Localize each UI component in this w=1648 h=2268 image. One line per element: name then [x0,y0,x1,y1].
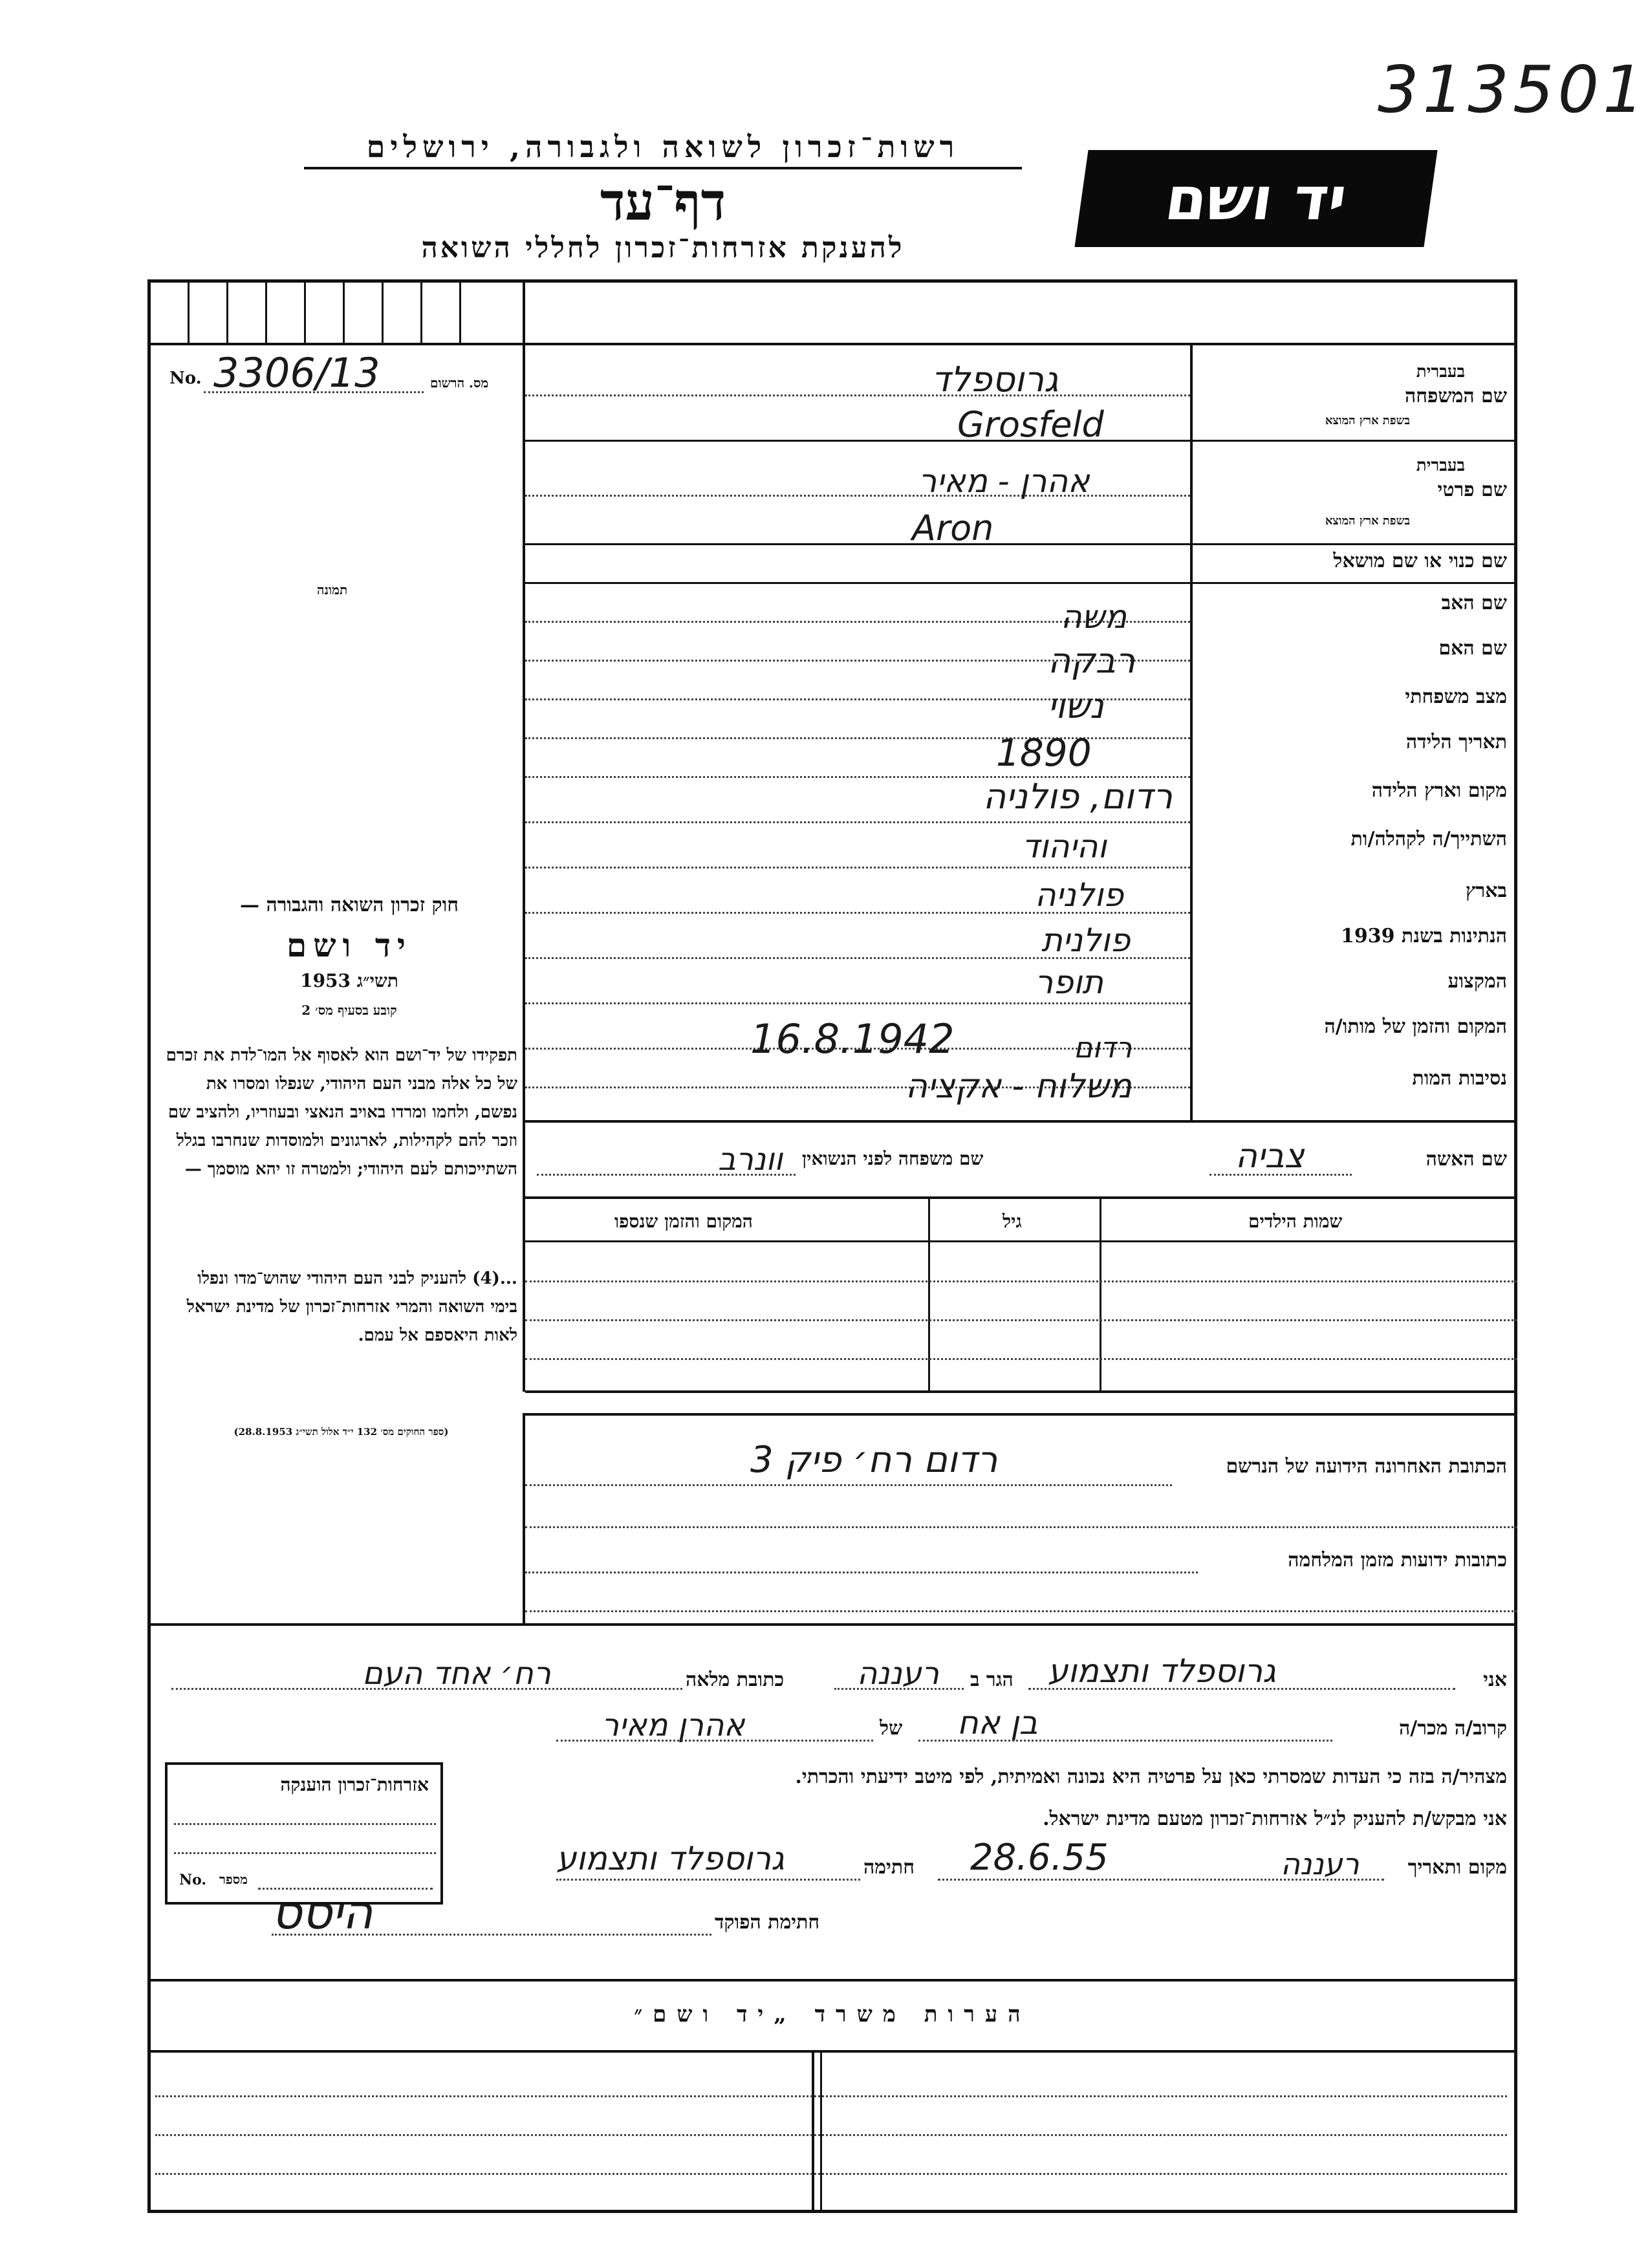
law-title: חוק זכרון השואה והגבורה — [240,894,459,916]
children-col-sep [928,1198,930,1392]
row-sep [525,543,1517,545]
yad-vashem-logo [1074,150,1437,247]
last-address-value: רדום רח׳ פיק 3 [750,1439,998,1481]
declarant-address: רח׳ אחד העם [362,1656,551,1692]
mother-label: שם האם [1438,637,1507,660]
marital-value: נשוי [1048,686,1104,726]
notes-top [147,1979,1517,1982]
family-name-sub-origin: בשפת ארץ המוצא [1325,414,1410,427]
country-label: בארץ [1465,880,1507,902]
place-date-label: מקום ותאריך [1407,1856,1507,1879]
row-minor [525,867,1190,869]
wife-value: צביה [1235,1137,1305,1176]
request-text: אני מבקש/ת להעניק לנ״ל אזרחות־זכרון מטעם מדינת ישראל. [1043,1808,1507,1830]
notes-line [155,2095,1507,2097]
notes-line [155,2173,1507,2175]
relation-label: קרוב/ה מכר/ה [1399,1717,1507,1740]
strip-box-line [459,279,461,344]
declarant-dots [1028,1688,1455,1690]
maiden-name-label: שם משפחה לפני הנשואין [802,1148,984,1169]
declarant-name: גרוספלד ותצמוע [1048,1652,1276,1690]
children-bottom [525,1390,1517,1393]
signature-label: חתימה [863,1856,915,1879]
label-column-divider [1190,344,1193,1120]
strip-box-line [420,279,422,344]
strip-box-line [226,279,228,344]
law-clause: קובע בסעיף מס׳ 2 [301,1002,397,1018]
law-body-2: ...(4) להעניק לבני העם היהודי שהוש־מדו ונפלו בימי השואה והמרי אזרחות־זכרון של מדינת ישראל לאות היאספם אל עמם. [186,1269,517,1345]
notes-col-sep [812,2051,814,2213]
of-name: אהרן מאיר [602,1707,745,1744]
mother-value: רבקה [1048,640,1136,681]
address-dots [525,1571,1198,1573]
country-value: פולניה [1035,876,1124,914]
law-source: (ספר החוקים מס׳ 132 י״ד אלול תשי״ג 28.8.1953) [233,1426,449,1438]
address-dots [525,1526,1517,1528]
strip-box-line [304,279,306,344]
declarant-city: רעננה [857,1656,939,1692]
first-name-origin-value: Aron [912,508,994,548]
citizenship-granted-box [165,1762,443,1905]
first-name-sub-origin: בשפת ארץ המוצא [1325,514,1410,528]
children-row [525,1280,1517,1282]
declarant-dots [171,1688,682,1690]
signature-dots [556,1879,860,1881]
family-name-label: שם המשפחה [1404,385,1507,407]
citizenship-box-line [174,1852,436,1854]
children-header-sep [525,1240,1517,1242]
strip-box-line [382,279,384,344]
relation-dots [918,1740,1332,1742]
declarant-i-label: אני [1483,1669,1507,1691]
children-age-header: גיל [1003,1211,1022,1232]
family-name-origin-value: Grosfeld [957,404,1104,445]
death-date-value: 16.8.1942 [750,1015,955,1063]
declarant-dots [834,1688,964,1690]
declaration-text: מצהיר/ה בזה כי העדות שמסרתי כאן על פרטיה היא נכונה ואמיתית, לפי מיטב ידיעתי והכרתי. [795,1766,1507,1788]
archive-number: 313501 [1378,52,1648,127]
death-place-time-label: המקום והזמן של מותו/ה [1324,1015,1507,1038]
community-label: השתייך/ה לקהלה/ות [1350,828,1507,850]
place-date-dots [938,1879,1384,1881]
row-minor [525,1002,1190,1004]
registration-dots [204,391,424,393]
law-name: יד ושם [287,926,412,964]
declaration-place: רעננה [1281,1846,1360,1881]
maiden-name-value: וונרב [718,1141,783,1178]
notes-col-sep [820,2051,822,2213]
relation-dots [556,1740,873,1742]
registration-label: מס. הרשום [430,375,489,391]
relation-value: בן אח [957,1704,1038,1742]
left-column-divider-lower [523,1413,525,1623]
father-value: משה [1061,598,1127,636]
row-sep [525,582,1517,584]
authority-title: רשות־זכרון לשואה ולגבורה, ירושלים [304,129,1022,169]
office-notes-title: הערות משרד „יד ושם״ [634,2002,1031,2027]
birth-place-value: רדום, פולניה [983,776,1173,817]
citizenship-value: פולנית [1041,922,1131,959]
declarant-signature: גרוספלד ותצמוע [556,1840,785,1877]
citizenship-box-line [258,1888,433,1890]
children-names-header: שמות הילדים [1248,1211,1343,1232]
address-dots [525,1610,1517,1612]
officer-signature: היסס [272,1885,373,1939]
law-body: תפקידו של יד־ושם הוא לאסוף אל המו־לדת את זכרם של כל אלה מבני העם היהודי, שנפלו ומסרו את נפשם, ולחמו ומרדו באויב הנאצי ובעוזריו, ולהציב שם וזכר להם לקהילות, לארגונים ולמוסדות שנחרבו בגלל השתייכותם לעם היהודי; ולמטרה זו יהא מוסמך — [166,1046,517,1179]
row-sep [525,1196,1517,1199]
maiden-dots [537,1174,796,1176]
death-circumstances-value: משלוח - אקציה [905,1067,1132,1106]
registration-number: 3306/13 [213,349,380,396]
first-name-hebrew-value: אהרן - מאיר [918,462,1090,500]
death-circumstances-label: נסיבות המות [1412,1067,1507,1090]
citizenship-box-no: No. [179,1872,207,1888]
children-row [525,1319,1517,1321]
strip-box-line [343,279,345,344]
children-col-sep [1100,1198,1101,1392]
family-name-sub-hebrew: בעברית [1416,362,1465,382]
address-label: כתובת מלאה [686,1669,785,1691]
declaration-date: 28.6.55 [970,1837,1109,1879]
photo-label: תמונה [317,582,348,598]
row-minor [525,821,1190,823]
citizenship-box-line [174,1823,436,1825]
wife-dots [1209,1174,1352,1176]
first-name-sub-hebrew: בעברית [1416,456,1465,475]
notes-line [155,2134,1507,2136]
row-minor [525,495,1190,497]
birth-date-label: תאריך הלידה [1405,731,1507,753]
row-minor [525,394,1190,396]
wife-label: שם האשה [1426,1148,1507,1171]
birth-date-value: 1890 [996,731,1092,775]
strip-box-line [265,279,267,344]
community-value: והיהוד [1022,828,1107,865]
father-label: שם האב [1441,592,1507,614]
profession-label: המקצוע [1447,970,1507,993]
children-row [525,1358,1517,1360]
notes-header-sep [147,2050,1517,2053]
strip-box-line [188,279,190,344]
registration-no-label: No. [169,369,202,388]
last-address-label: הכתובת האחרונה הידועה של הנרשם [1226,1455,1507,1478]
death-place-value: רדום [1074,1031,1133,1064]
birth-place-label: מקום וארץ הלידה [1371,779,1507,802]
children-place-header: המקום והזמן שנספו [614,1211,753,1232]
top-strip-divider [147,343,1517,345]
row-sep [525,1120,1517,1123]
nickname-label: שם כנוי או שם מושאל [1333,550,1507,572]
declarant-block-top [147,1623,1517,1626]
citizenship-box-title: אזרחות־זכרון הוענקה [280,1774,429,1795]
logo-text: יד ושם [1161,164,1351,233]
law-year: תשי״ג 1953 [300,970,398,991]
citizenship-box-number-label: מספר [219,1872,248,1887]
marital-label: מצב משפחתי [1405,686,1507,708]
officer-dots [272,1934,711,1936]
form-title: דף־עד [600,171,726,232]
wartime-addresses-label: כתובות ידועות מזמן המלחמה [1288,1549,1507,1571]
address-dots [525,1484,1172,1486]
profession-value: תופר [1035,964,1103,1001]
officer-signature-label: חתימת הפוקד [715,1911,820,1934]
of-label: של [880,1717,903,1740]
address-block-top [525,1413,1517,1416]
form-subtitle: להענקת אזרחות־זכרון לחללי השואה [421,232,905,265]
resides-label: הגר ב [970,1669,1014,1691]
left-column-divider [523,279,525,1392]
citizenship-label: הנתינות בשנת 1939 [1340,925,1507,947]
first-name-label: שם פרטי [1437,479,1507,501]
family-name-hebrew-value: גרוספלד [931,359,1059,400]
